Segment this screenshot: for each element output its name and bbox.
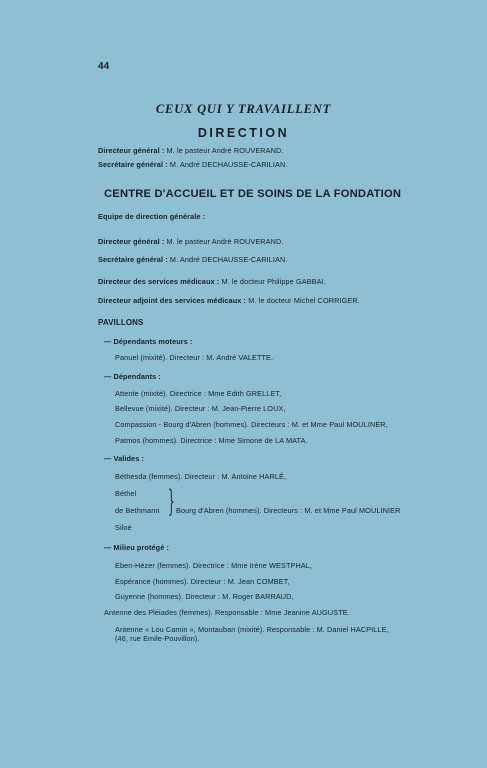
centre-dg-name: M. le pasteur André ROUVERAND. bbox=[166, 237, 284, 246]
direction-dg-line bbox=[98, 146, 283, 155]
equipe-label: Equipe de direction générale : bbox=[98, 212, 206, 221]
compassion-line: Compassion - Bourg d'Abren (hommes). Directeurs : M. et Mme Paul MOULINER, bbox=[115, 420, 388, 429]
loucamin-line-1: Antenne « Lou Camin », Montauban (mixité). Responsable : M. Daniel HACPILLE, bbox=[115, 625, 389, 634]
pleiades-line: Antenne des Pléiades (femmes). Responsable : Mme Jeanine AUGUSTE. bbox=[104, 608, 350, 617]
dsm-label: Directeur des services médicaux : bbox=[98, 277, 220, 286]
dg-label: Directeur général : bbox=[98, 146, 165, 155]
centre-dg-label: Directeur général : bbox=[98, 237, 165, 246]
siloe-line: Siloé bbox=[115, 523, 132, 532]
direction-sg-line bbox=[98, 160, 287, 169]
patmos-line: Patmos (hommes). Directrice : Mme Simone de LA MATA. bbox=[115, 436, 308, 445]
dependants-title: — Dépendants : bbox=[104, 372, 161, 381]
milieu-title: — Milieu protégé : bbox=[104, 543, 170, 552]
centre-dasm-line bbox=[98, 296, 360, 305]
loucamin-line-2: (46, rue Emile-Pouvillon). bbox=[115, 634, 200, 643]
sg-name: M. André DECHAUSSE-CARILIAN. bbox=[169, 160, 288, 169]
centre-sg-label: Secrétaire général : bbox=[98, 255, 168, 264]
dsm-name: M. le docteur Philippe GABBAI. bbox=[221, 277, 326, 286]
dasm-label: Directeur adjoint des services médicaux : bbox=[98, 296, 247, 305]
attente-line: Attente (mixité). Directrice : Mme Edith GRELLET, bbox=[115, 389, 282, 398]
centre-title: CENTRE D'ACCUEIL ET DE SOINS DE LA FONDATION bbox=[104, 188, 402, 200]
section-heading: CEUX QUI Y TRAVAILLENT bbox=[155, 102, 332, 116]
guyenne-line: Guyenne (hommes). Directeur : M. Roger BARRAUD, bbox=[115, 592, 294, 601]
page-number: 44 bbox=[98, 61, 110, 72]
brace-icon: } bbox=[168, 484, 175, 519]
valides-title: — Valides : bbox=[104, 454, 145, 463]
dasm-name: M. le docteur Michel CORRIGER. bbox=[248, 296, 360, 305]
moteurs-title: — Dépendants moteurs : bbox=[104, 337, 193, 346]
centre-dg-line bbox=[98, 237, 283, 246]
bellevue-line: Bellevue (mixité). Directeur : M. Jean-Pierre LOUX, bbox=[115, 404, 286, 413]
sg-label: Secrétaire général : bbox=[98, 160, 168, 169]
bethesda-line: Béthesda (femmes). Directeur : M. Antoine HARLÉ, bbox=[115, 472, 287, 481]
bourg-line: Bourg d'Abren (hommes). Directeurs : M. et Mme Paul MOULINIER bbox=[176, 506, 401, 515]
pavillons-title: PAVILLONS bbox=[98, 318, 144, 327]
bethel-line: Béthel bbox=[115, 489, 137, 498]
panuel-line: Panuel (mixité). Directeur : M. André VALETTE. bbox=[115, 353, 274, 362]
ebenhezer-line: Eben-Hézer (femmes). Directrice : Mme Irène WESTPHAL, bbox=[115, 561, 313, 570]
centre-sg-name: M. André DECHAUSSE-CARILIAN. bbox=[169, 255, 288, 264]
dg-name: M. le pasteur André ROUVERAND. bbox=[166, 146, 284, 155]
centre-dsm-line bbox=[98, 277, 326, 286]
esperance-line: Espérance (hommes). Directeur : M. Jean COMBET, bbox=[115, 577, 290, 586]
direction-title: DIRECTION bbox=[197, 126, 290, 140]
bethmann-line: de Bethmann bbox=[115, 506, 160, 515]
centre-sg-line bbox=[98, 255, 287, 264]
